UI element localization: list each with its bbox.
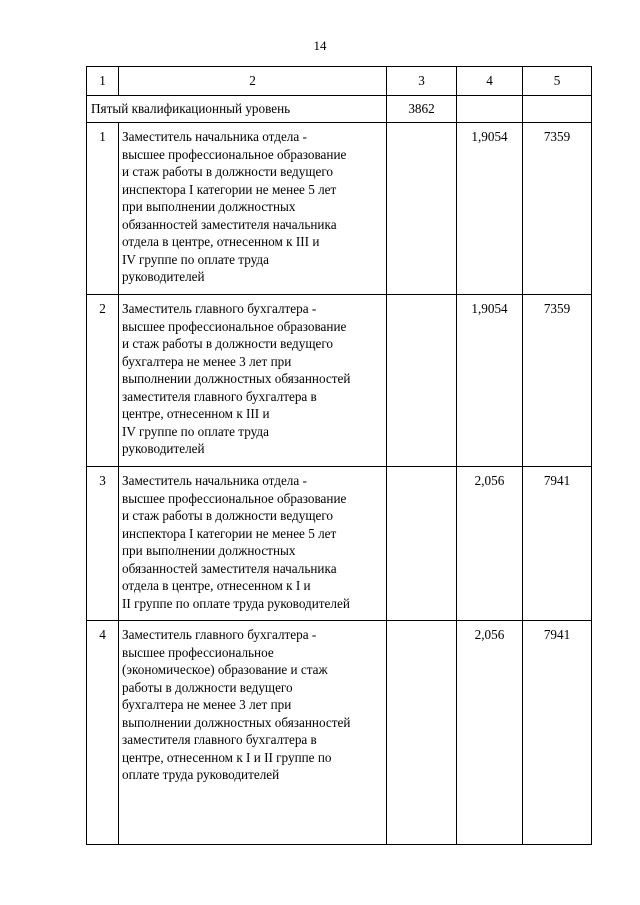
- description-line: и стаж работы в должности ведущего: [122, 508, 333, 523]
- description-line: высшее профессиональное: [122, 644, 274, 660]
- row-number: 3: [87, 467, 119, 621]
- empty-cell: [457, 96, 523, 123]
- coefficient: 2,056: [457, 621, 523, 845]
- coefficient: 2,056: [457, 467, 523, 621]
- description-line: бухгалтера не менее 3 лет при: [122, 353, 292, 369]
- description-line: при выполнении должностных: [122, 199, 296, 214]
- empty-cell: [523, 96, 592, 123]
- description-line: (экономическое) образование и стаж: [122, 662, 328, 677]
- empty-cell: [387, 295, 457, 467]
- description-line: обязанностей заместителя начальника: [122, 216, 337, 232]
- empty-cell: [387, 467, 457, 621]
- row-number: 4: [87, 621, 119, 845]
- qualification-table: [86, 66, 592, 845]
- description-line: IV группе по оплате труда: [122, 423, 269, 439]
- description-line: Заместитель главного бухгалтера -: [122, 301, 317, 316]
- description-line: Заместитель начальника отдела -: [122, 129, 307, 144]
- coefficient: 1,9054: [457, 295, 523, 467]
- description-line: руководителей: [122, 269, 205, 284]
- coefficient: 1,9054: [457, 123, 523, 295]
- description-line: работы в должности ведущего: [122, 679, 293, 695]
- table-header-row: [87, 67, 592, 96]
- description-line: отдела в центре, отнесенном к III и: [122, 234, 320, 249]
- description-line: бухгалтера не менее 3 лет при: [122, 697, 292, 712]
- header-cell: 1: [87, 67, 119, 96]
- description-line: отдела в центре, отнесенном к I и: [122, 578, 311, 593]
- salary: 7941: [523, 621, 592, 845]
- table-row: [87, 467, 592, 621]
- salary: 7359: [523, 123, 592, 295]
- header-cell: 3: [387, 67, 457, 96]
- row-number: 2: [87, 295, 119, 467]
- description-line: Заместитель начальника отдела -: [122, 473, 307, 488]
- level-row: [87, 96, 592, 123]
- description-line: IV группе по оплате труда: [122, 251, 269, 267]
- header-cell: 5: [523, 67, 592, 96]
- level-base-salary: 3862: [387, 96, 457, 123]
- position-description: [119, 467, 387, 621]
- description-line: заместителя главного бухгалтера в: [122, 388, 317, 404]
- description-line: и стаж работы в должности ведущего: [122, 164, 333, 179]
- description-line: заместителя главного бухгалтера в: [122, 732, 317, 747]
- empty-cell: [387, 123, 457, 295]
- level-label: Пятый квалификационный уровень: [87, 96, 387, 123]
- description-line: инспектора I категории не менее 5 лет: [122, 525, 337, 541]
- table-row: [87, 123, 592, 295]
- empty-cell: [387, 621, 457, 845]
- description-line: руководителей: [122, 441, 205, 456]
- page-number: 14: [313, 38, 327, 53]
- header-cell: 4: [457, 67, 523, 96]
- description-line: высшее профессиональное образование: [122, 146, 347, 162]
- description-line: обязанностей заместителя начальника: [122, 560, 337, 576]
- row-number: 1: [87, 123, 119, 295]
- description-line: высшее профессиональное образование: [122, 490, 347, 506]
- description-line: Заместитель главного бухгалтера -: [122, 627, 317, 642]
- salary: 7359: [523, 295, 592, 467]
- description-line: выполнении должностных обязанностей: [122, 371, 351, 386]
- description-line: центре, отнесенном к III и: [122, 406, 270, 421]
- description-line: выполнении должностных обязанностей: [122, 714, 351, 730]
- position-description: [119, 123, 387, 295]
- description-line: инспектора I категории не менее 5 лет: [122, 181, 337, 197]
- table-row: [87, 295, 592, 467]
- position-description: [119, 295, 387, 467]
- description-line: II группе по оплате труда руководителей: [122, 595, 350, 611]
- salary: 7941: [523, 467, 592, 621]
- description-line: при выполнении должностных: [122, 543, 296, 558]
- description-line: и стаж работы в должности ведущего: [122, 336, 333, 351]
- description-line: оплате труда руководителей: [122, 767, 280, 782]
- position-description: [119, 621, 387, 845]
- description-line: центре, отнесенном к I и II группе по: [122, 749, 332, 765]
- description-line: высшее профессиональное образование: [122, 318, 347, 334]
- header-cell: 2: [119, 67, 387, 96]
- table-row: [87, 621, 592, 845]
